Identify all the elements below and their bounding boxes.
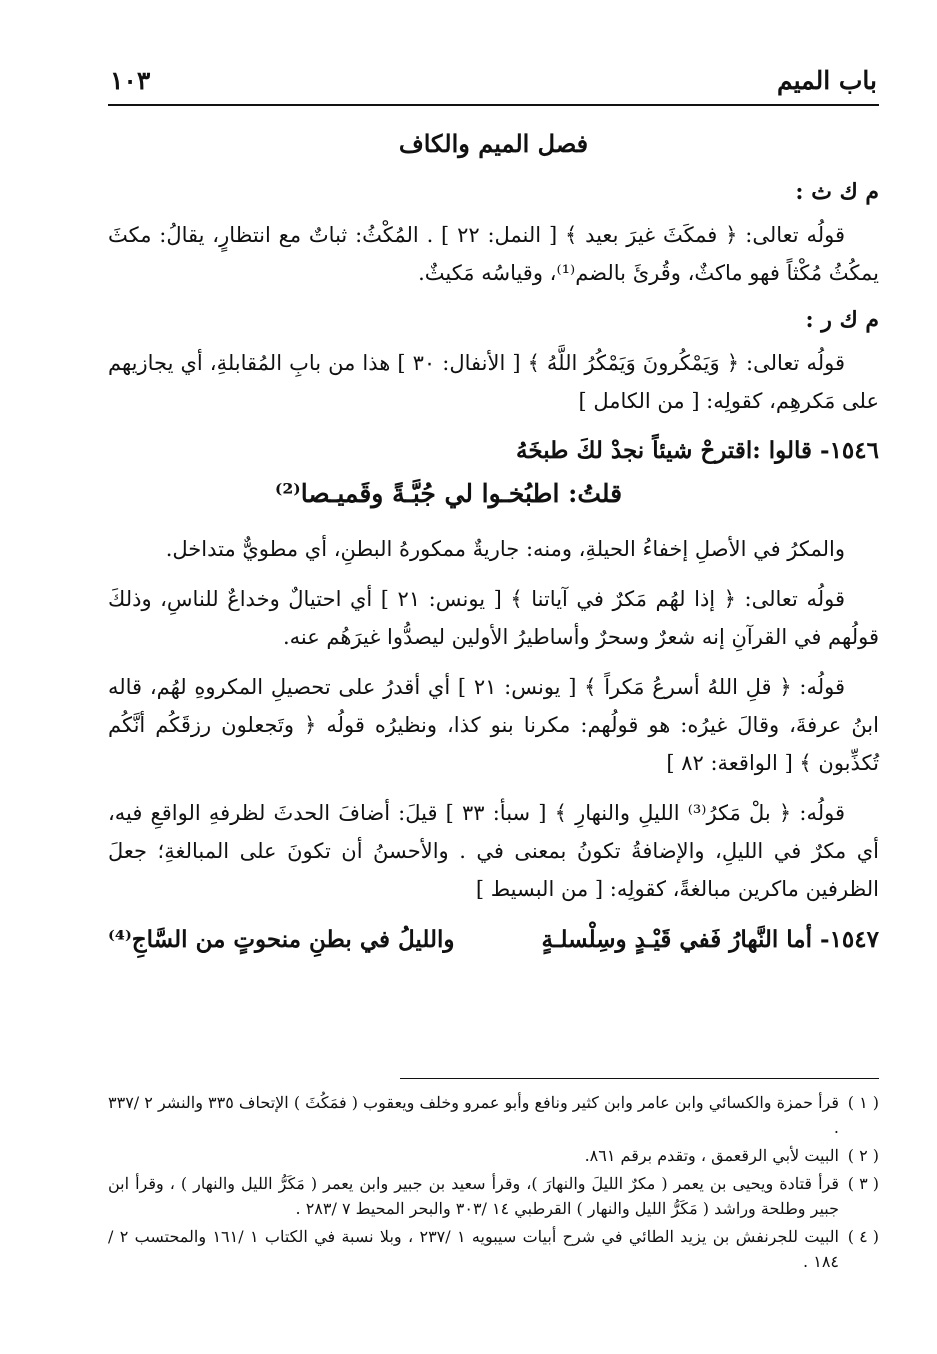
paragraph: قولُه تعالى: ﴿ فمكَثَ غيرَ بعيد ﴾ [ النمل: ٢٢ ] . المُكْثُ: ثباتٌ مع انتظارٍ، يقالُ: مكثَ يمكُثُ مُكْثاً فهو ماكثٌ، وقُرئَ بالضم⁽¹⁾، وقياسُه مَكيثٌ. xyxy=(108,223,879,285)
paragraph: والمكرُ في الأصلِ إخفاءُ الحيلةِ، ومنه: جاريةٌ ممكورهُ البطنِ، أي مطويٌّ متداخل. xyxy=(165,537,845,561)
footnote-divider xyxy=(400,1078,879,1079)
footnote-number: ( ١ ) xyxy=(847,1093,879,1112)
footnote-number: ( ٣ ) xyxy=(847,1174,879,1193)
chapter-title: باب الميم xyxy=(776,65,877,95)
footnote-text: البيت للجرنفش بن يزيد الطائي في شرح أبيات سيبويه ١ /٢٣٧ ، وبلا نسبة في الكتاب ١ /١٦١ والمحتسب ٢ /١٨٤ . xyxy=(108,1227,840,1271)
verse-1546-first-hemistich: ١٥٤٦- قالوا :اقترحْ شيئاً نجدْ لكَ طبخَهُ xyxy=(516,437,879,464)
paragraph: قولُه: ﴿ قلِ اللهُ أسرعُ مَكراً ﴾ [ يونس: ٢١ ] أي أقدرُ على تحصيلِ المكروهِ لهُم، قاله ابنُ عرفةَ، وقالَ غيرُه: هو قولُهم: مكرنا بنو كذا، ونظيرُه قولُه ﴿ وتَجعلون رزقَكُم أنَّكُم تُكذِّبون ﴾ [ الواقعة: ٨٢ ] xyxy=(108,675,879,775)
footnote xyxy=(108,1224,879,1274)
footnote-text: قرأ قتادة ويحيى بن يعمر ( مكرٌ الليلَ والنهارَ )، وقرأ سعيد بن جبير وابن يعمر ( مَكَرُّ الليل والنهار ) ، وقرأ ابن جبير وطلحة وراشد ( مَكَرُّ الليل والنهار ) القرطبي ١٤ /٣٠٣ والبحر المحيط ٧ /٢٨٣ . xyxy=(108,1174,839,1218)
footnote-number: ( ٢ ) xyxy=(847,1146,879,1165)
footnote xyxy=(108,1143,879,1168)
paragraph: قولُه: ﴿ بلْ مَكرُ⁽³⁾ الليلِ والنهارِ ﴾ [ سبأ: ٣٣ ] قيلَ: أضافَ الحدثَ لظرفهِ الواقعِ فيه، أي مكرٌ في الليلِ، والإضافةُ تكونُ بمعنى في . والأحسنُ أن تكونَ على المبالغةِ؛ جعلَ الظرفين ماكرين مبالغةً، كقولِه: [ من البسيط ] xyxy=(108,801,879,901)
footnote xyxy=(108,1090,879,1140)
verse-1546-second-hemistich: قلتُ: اطبُخـوا لي جُبَّـةً وقَميـصا⁽²⁾ xyxy=(274,479,623,508)
footnote-number: ( ٤ ) xyxy=(847,1227,879,1246)
root-heading-mkr: م ك ر : xyxy=(805,307,879,333)
page-header xyxy=(110,58,877,102)
footnote-text: قرأ حمزة والكسائي وابن عامر وابن كثير ونافع وأبو عمرو وخلف ويعقوب ( فمَكُثَ ) الإتحاف ٣٣٥ والنشر ٢ /٣٣٧ . xyxy=(108,1093,839,1137)
paragraph: قولُه تعالى: ﴿ إذا لهُم مَكرٌ في آياتنا ﴾ [ يونس: ٢١ ] أي احتيالٌ وخداعٌ للناسِ، وذلكَ قولُهم في القرآنِ إنه شعرٌ وسحرٌ وأساطيرُ الأولين ليصدُّوا غيرَهُم عنه. xyxy=(108,587,879,649)
section-title: فصل الميم والكاف xyxy=(398,129,589,158)
page-number: ١٠٣ xyxy=(110,65,151,95)
paragraph: قولُه تعالى: ﴿ وَيَمْكُرونَ وَيَمْكُرُ اللَّهُ ﴾ [ الأنفال: ٣٠ ] هذا من بابِ المُقابلةِ، أي يجازيهم على مَكرهِم، كقولِه: [ من الكامل ] xyxy=(108,351,879,413)
root-heading-mkth: م ك ث : xyxy=(795,179,879,205)
header-divider xyxy=(108,104,879,106)
verse-1547-first-hemistich: ١٥٤٧- أما النَّهارُ فَفي قَيْـدٍ وسِلْسلـةٍ xyxy=(541,926,879,953)
footnotes xyxy=(108,1090,879,1277)
verse-1547 xyxy=(108,920,879,960)
footnote-text: البيت لأبي الرقعمق ، وتقدم برقم ٨٦١. xyxy=(584,1146,839,1165)
footnote xyxy=(108,1171,879,1221)
main-text xyxy=(108,118,879,960)
verse-1547-second-hemistich: والليلُ في بطنِ منحوتٍ من السَّاجِ⁽⁴⁾ xyxy=(108,926,455,953)
